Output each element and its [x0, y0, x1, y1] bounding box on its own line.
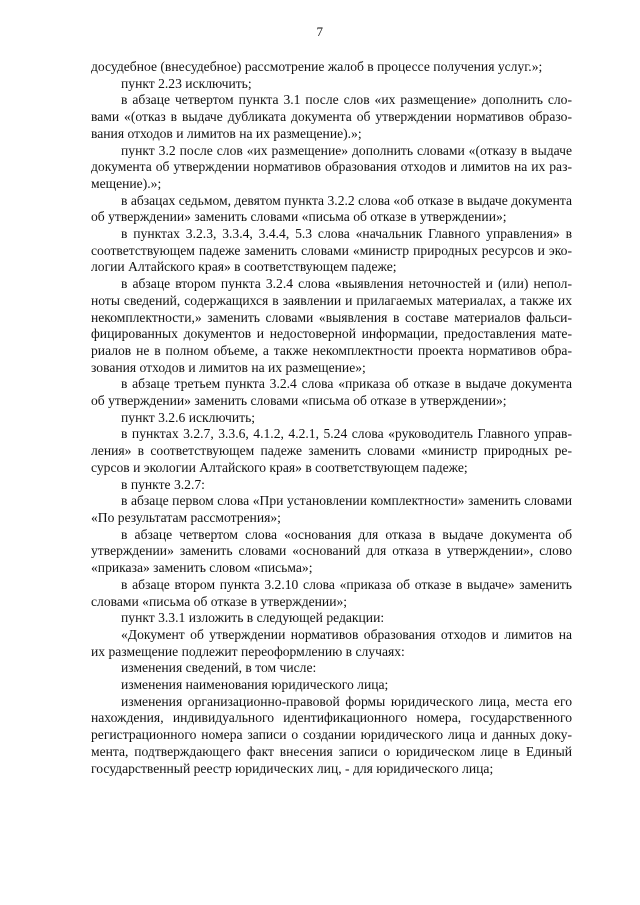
paragraph: изменения наименования юридического лица; — [121, 677, 389, 693]
paragraph: в абзаце втором пункта 3.2.10 слова «приказа об отказе в выдаче» заменить словами «письма об отказе в утверждении»; — [91, 576, 572, 609]
paragraph: пункт 3.2 после слов «их размещение» дополнить словами «(отказу в выдаче документа об утверждении нормативов образования отходов и лимитов на их размещение).»; — [91, 142, 572, 191]
paragraph: в пунктах 3.2.7, 3.3.6, 4.1.2, 4.2.1, 5.24 слова «руководитель Главного управления» в соответствующем падеже заменить словами «министр природных ресурсов и экологии Алтайского края» в соответствующем падеже; — [91, 426, 572, 475]
paragraph: «Документ об утверждении нормативов образования отходов и лимитов на их размещение подлежит переоформлению в случаях: — [91, 626, 572, 659]
paragraph: в абзаце четвертом слова «основания для отказа в выдаче документа об утверждении» заменить словами «оснований для отказа в утверждении», слово «приказа» заменить словом «письма»; — [91, 526, 572, 576]
paragraph: досудебное (внесудебное) рассмотрение жалоб в процессе получения услуг.»; — [91, 59, 543, 74]
paragraph: в абзаце третьем пункта 3.2.4 слова «приказа об отказе в выдаче документа об утверждении» заменить словами «письма об отказе в утверждении»; — [91, 376, 572, 409]
paragraph: в абзацах седьмом, девятом пункта 3.2.2 слова «об отказе в выдаче документа об утверждении» заменить словами «письма об отказе в утверждении»; — [91, 192, 572, 225]
paragraph: пункт 2.23 исключить; — [121, 75, 252, 91]
paragraph: в абзаце четвертом пункта 3.1 после слов «их размещение» дополнить словами «(отказ в выдаче дубликата документа об утверждении нормативов образования отходов и лимитов на их размещение).»; — [91, 92, 572, 141]
paragraph: пункт 3.2.6 исключить; — [121, 409, 256, 425]
paragraph: в пункте 3.2.7: — [121, 476, 205, 492]
paragraph: изменения организационно-правовой формы юридического лица, места его нахождения, индивидуального идентификационного номера, государственного регистрационного номера записи о создании юридического лица и данных документа, подтверждающего факт внесения записи о юридическом лице в Единый государственный реестр юридических лиц, - для юридического лица; — [91, 693, 572, 776]
paragraph: пункт 3.3.1 изложить в следующей редакции: — [121, 610, 385, 626]
paragraph: в пунктах 3.2.3, 3.3.4, 3.4.4, 5.3 слова «начальник Главного управления» в соответствующем падеже заменить словами «министр природных ресурсов и экологии Алтайского края» в соответствующем падеже; — [91, 226, 572, 275]
paragraph: в абзаце втором пункта 3.2.4 слова «выявления неточностей и (или) неполноты сведений, содержащихся в заявлении и прилагаемых материалах, а также их некомплектности,» заменить словами «выявления в составе материалов фальсифицированных документов и недостоверной информации, предоставления материалов не в полном объеме, а также некомплектности проекта нормативов образования отходов и лимитов на их размещение»; — [91, 276, 572, 375]
document-body — [91, 59, 572, 777]
paragraph: в абзаце первом слова «При установлении комплектности» заменить словами «По результатам рассмотрения»; — [91, 493, 572, 525]
paragraph: изменения сведений, в том числе: — [121, 660, 317, 676]
page-number: 7 — [316, 24, 324, 39]
